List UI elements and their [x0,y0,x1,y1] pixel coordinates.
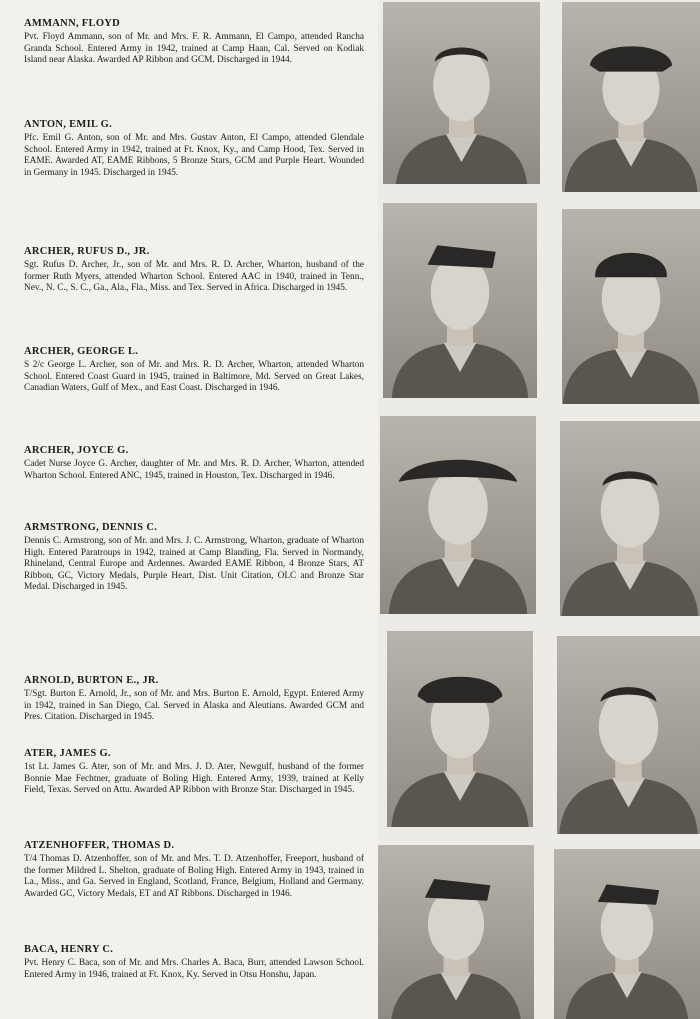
entry-name: ANTON, EMIL G. [24,119,113,130]
portrait-image [378,845,534,1019]
headwear-shape [598,884,659,904]
entry-name: ATZENHOFFER, THOMAS D. [24,840,175,851]
portrait-armstrong [560,421,700,616]
portrait-baca [554,849,700,1019]
entry-ammann [24,18,364,67]
entry-archer-joyce [24,445,364,482]
entry-name: ARCHER, JOYCE G. [24,445,129,456]
entry-atzenhoffer [24,840,364,900]
entry-anton [24,119,364,179]
entry-bio: 1st Lt. James G. Ater, son of Mr. and Mrs. J. D. Ater, Newgulf, husband of the former Bonnie Mae Fechtner, graduate of Boling High. Entered Army, 1939, trained at Kelly Field, Texas. Served on Attu. Awarded AP Ribbon with Bronze Star. Discharged in 1945. [24,762,364,795]
headwear-shape [595,253,667,277]
headwear-shape [590,46,672,71]
portrait-archer-george [562,209,700,404]
face-shape [428,469,487,545]
portrait-image [554,849,700,1019]
entry-bio: T/Sgt. Burton E. Arnold, Jr., son of Mr. and Mrs. Burton E. Arnold, Egypt. Entered Army in 1942, trained in San Diego, Cal. Served in Alaska and Aleutians. Awarded GCM and Pres. Citation. Discharged in 1945. [24,689,364,722]
portrait-image [557,636,700,834]
portrait-image [562,2,700,192]
entry-baca [24,944,364,981]
entry-bio: Pfc. Emil G. Anton, son of Mr. and Mrs. Gustav Anton, El Campo, attended Glendale School. Entered Army in 1942, trained at Ft. Knox, Ky., and Camp Hood, Tex. Served in EAME. Awarded AT, EAME Ribbons, 5 Bronze Stars, GCM and Purple Heart. Wounded in Germany in 1945. Discharged in 1945. [24,133,364,178]
entry-name: ATER, JAMES G. [24,748,111,759]
entry-bio: Dennis C. Armstrong, son of Mr. and Mrs. J. C. Armstrong, Wharton, graduate of Wharton High. Entered Paratroups in 1942, trained at Camp Blanding, Fla. Served in Normandy, Rhineland, Central Europe and Ardennes. Awarded EAME Ribbon, 4 Bronze Stars, AT Ribbon, GC, Victory Medals, Purple Heart, Dist. Unit Citation, OLC and Bronze Star Medal. Discharged in 1945. [24,536,364,592]
headwear-shape [425,879,491,901]
headwear-shape [428,245,496,268]
entry-archer-rufus [24,246,364,295]
entry-name: ARCHER, RUFUS D., JR. [24,246,150,257]
entry-bio: T/4 Thomas D. Atzenhoffer, son of Mr. and Mrs. T. D. Atzenhoffer, Freeport, husband of the former Mildred L. Shelton, graduate of Boling High. Entered Army in 1943, trained in La., Miss., and Ga. Served in England, Scotland, France, Belgium, Holland and Germany. Awarded GC, Victory Medals, ET and AT Ribbons. Discharged in 1946. [24,854,364,899]
face-shape [433,49,490,121]
entry-name: ARMSTRONG, DENNIS C. [24,522,158,533]
portrait-atzenhoffer [378,845,534,1019]
portrait-image [383,2,540,184]
portrait-ater [557,636,700,834]
portrait-ammann [383,2,540,184]
portrait-anton [562,2,700,192]
face-shape [599,689,658,765]
portrait-image [560,421,700,616]
entry-bio: Cadet Nurse Joyce G. Archer, daughter of Mr. and Mrs. R. D. Archer, Wharton, attended Wharton School. Entered ANC, 1945, trained in Houston, Tex. Discharged in 1946. [24,459,364,481]
entry-bio: Pvt. Henry C. Baca, son of Mr. and Mrs. Charles A. Baca, Burr, attended Lawson School. Entered Army in 1946, trained at Ft. Knox, Ky. Served in Otsu Honshu, Japan. [24,958,364,980]
entry-bio: Pvt. Floyd Ammann, son of Mr. and Mrs. F. R. Ammann, El Campo, attended Rancha Granda School. Entered Army in 1942, trained at Camp Haan, Cal. Served on Kodiak Island near Alaska. Awarded AP Ribbon and GCM. Discharged in 1944. [24,32,364,65]
entry-armstrong [24,522,364,594]
entry-name: BACA, HENRY C. [24,944,114,955]
portrait-arnold [387,631,533,827]
portrait-image [383,203,537,398]
face-shape [601,473,660,548]
entry-bio: Sgt. Rufus D. Archer, Jr., son of Mr. and Mrs. R. D. Archer, Wharton, husband of the former Ruth Myers, attended Wharton School. Entered AAC in 1940, trained in Tenn., Nev., N. C., S. C., Ga., Ala., Fla., Miss. and Tex. Served in Africa. Discharged in 1945. [24,260,364,293]
portrait-image [380,416,536,614]
portrait-archer-joyce [380,416,536,614]
portrait-archer-rufus [383,203,537,398]
entry-name: ARNOLD, BURTON E., JR. [24,675,159,686]
headwear-shape [418,677,503,703]
entry-name: AMMANN, FLOYD [24,18,121,29]
portrait-image [387,631,533,827]
entry-name: ARCHER, GEORGE L. [24,346,139,357]
entry-bio: S 2/c George L. Archer, son of Mr. and Mrs. R. D. Archer, Wharton, attended Wharton School. Entered Coast Guard in 1945, trained in Baltimore, Md. Served on Great Lakes, Canadian Waters, Gulf of Mex., and East Coast. Discharged in 1946. [24,360,364,393]
entry-archer-george [24,346,364,395]
entry-ater [24,748,364,797]
portrait-image [562,209,700,404]
entry-arnold [24,675,364,724]
portrait-grid [378,0,700,1019]
